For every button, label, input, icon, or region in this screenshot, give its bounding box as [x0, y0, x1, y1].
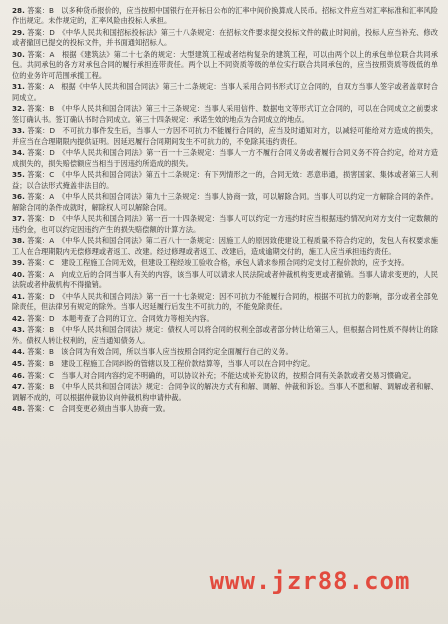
- answer-text: 答案：B 《中华人民共和国合同法》规定：债权人可以将合同的权利全部或者部分转让给第三人，但根据合同性质不得转让的除外。债权人转让权利的，应当通知债务人。: [12, 325, 438, 345]
- answer-entry: [12, 214, 438, 235]
- answer-number: 35.: [12, 170, 25, 180]
- answer-number: 43.: [12, 325, 25, 335]
- answer-text: 答案：D 不可抗力事件发生后，当事人一方因不可抗力不能履行合同的，应当及时通知对方，以减轻可能给对方造成的损失，并应当在合理期限内提供证明。因延迟履行合同期间发生不可抗力的，不免除其违约责任。: [12, 126, 438, 146]
- answer-text: 答案：D 《中华人民共和国合同法》第一百一十三条规定：当事人一方不履行合同义务或者履行合同义务不符合约定，给对方造成损失的，损失赔偿额应当相当于因违约所造成的损失。: [12, 148, 438, 168]
- answer-number: 41.: [12, 291, 25, 301]
- answer-text: 答案：C 《中华人民共和国合同法》第五十二条规定：有下列情形之一的，合同无效：恶意串通，损害国家、集体或者第三人利益；以合法形式掩盖非法目的。: [12, 170, 438, 190]
- answer-entry: [12, 347, 438, 357]
- answer-text: 答案：B 以多种货币报价的，应当按照中国银行在开标日公布的汇率中间价换算成人民币。招标文件应当对汇率标准和汇率风险作出规定。未作规定的，汇率风险由投标人承担。: [12, 6, 438, 26]
- answer-text: 答案：B 该合同为有效合同，所以当事人应当按照合同约定全面履行自己的义务。: [27, 347, 293, 357]
- answer-entry: [12, 314, 438, 324]
- answer-entry: [12, 371, 438, 381]
- answer-entry: [12, 292, 438, 313]
- answer-number: 34.: [12, 148, 25, 158]
- answer-text: 答案：A 根据《中华人民共和国合同法》第三十二条规定：当事人采用合同书形式订立合同的，自双方当事人签字或者盖章时合同成立。: [12, 82, 438, 102]
- answer-entry: [12, 236, 438, 257]
- answer-entry: [12, 170, 438, 191]
- answer-number: 33.: [12, 126, 25, 136]
- answer-number: 32.: [12, 104, 25, 114]
- answer-text: 答案：A 向成立后的合同当事人有关的内容，该当事人可以请求人民法院或者仲裁机构变更或者撤销。当事人请求变更的，人民法院或者仲裁机构不得撤销。: [12, 269, 438, 290]
- answer-text: 答案：B 《中华人民共和国合同法》第三十三条规定：当事人采用信件、数据电文等形式订立合同的，可以在合同成立之前要求签订确认书。签订确认书时合同成立。第三十四条规定：承诺生效的地点为合同成立的地点。: [12, 104, 438, 124]
- answer-number: 45.: [12, 359, 25, 369]
- answer-text: 答案：D 本题考查了合同的订立、合同效力等相关内容。: [27, 313, 214, 323]
- answer-number: 31.: [12, 82, 25, 92]
- answer-entry: [12, 6, 438, 27]
- answer-entry: [12, 382, 438, 403]
- answer-number: 36.: [12, 192, 25, 202]
- answer-entry: [12, 28, 438, 49]
- answer-text: 答案：D 《中华人民共和国招标投标法》第三十八条规定：在招标文件要求提交投标文件的截止时间前，投标人应当补充、修改或者撤回已提交的投标文件，并书面通知招标人。: [12, 27, 438, 48]
- answer-number: 28.: [12, 6, 25, 15]
- answer-number: 46.: [12, 370, 25, 380]
- answer-text: 答案：C 建设工程施工合同无效，但建设工程经竣工验收合格，承包人请求参照合同约定支付工程价款的，应予支持。: [27, 258, 409, 268]
- answer-number: 48.: [12, 404, 25, 414]
- answer-entry: [12, 126, 438, 147]
- answer-text: 答案：B 《中华人民共和国合同法》规定：合同争议的解决方式有和解、调解、仲裁和诉讼。当事人不愿和解、调解或者和解、调解不成的，可以根据仲裁协议向仲裁机构申请仲裁。: [12, 382, 438, 402]
- answer-entry: [12, 258, 438, 268]
- answer-number: 40.: [12, 269, 25, 279]
- answer-number: 42.: [12, 313, 25, 323]
- answer-entry: [12, 50, 438, 81]
- answer-text: 答案：D 《中华人民共和国合同法》第一百一十四条规定：当事人可以约定一方违约时应当根据违约情况向对方支付一定数额的违约金，也可以约定因违约产生的损失赔偿额的计算方法。: [12, 214, 438, 234]
- answer-entry: [12, 359, 438, 369]
- answer-entry: [12, 148, 438, 169]
- site-watermark: www.jzr88.com: [209, 567, 411, 595]
- answer-text: 答案：B 建设工程施工合同纠纷的管辖以及工程价款结算等，当事人可以在合同中约定。: [27, 359, 315, 369]
- answer-entry: [12, 82, 438, 103]
- answer-entry: [12, 325, 438, 346]
- answer-number: 38.: [12, 236, 25, 246]
- answer-list: [12, 6, 438, 415]
- answer-entry: [12, 104, 438, 125]
- answer-text: 答案：C 合同变更必须由当事人协商一致。: [27, 404, 170, 414]
- answer-number: 39.: [12, 258, 25, 268]
- answer-entry: [12, 404, 438, 414]
- answer-entry: [12, 192, 438, 213]
- answer-text: 答案：A 《中华人民共和国合同法》第九十三条规定：当事人协商一致，可以解除合同。当事人可以约定一方解除合同的条件。解除合同的条件成就时，解除权人可以解除合同。: [12, 192, 438, 212]
- answer-entry: [12, 270, 438, 291]
- answer-text: 答案：C 当事人对合同内容约定不明确的，可以协议补充；不能达成补充协议的，按照合同有关条款或者交易习惯确定。: [27, 370, 416, 380]
- answer-number: 30.: [12, 49, 25, 59]
- answer-text: 答案：A 《中华人民共和国合同法》第二百八十一条规定：因施工人的原因致使建设工程质量不符合约定的，发包人有权要求施工人在合理期限内无偿修理或者返工、改建。经过修理或者返工、改建后，造成逾期交付的，施工人应当承担违约责任。: [12, 236, 438, 256]
- answer-number: 37.: [12, 214, 25, 224]
- answer-number: 47.: [12, 382, 25, 392]
- answer-number: 44.: [12, 347, 25, 357]
- answer-text: 答案：D 《中华人民共和国合同法》第一百一十七条规定：因不可抗力不能履行合同的，根据不可抗力的影响，部分或者全部免除责任，但法律另有规定的除外。当事人迟延履行后发生不可抗力的，不能免除责任。: [12, 291, 438, 312]
- answer-number: 29.: [12, 27, 25, 37]
- answer-text: 答案：A 根据《建筑法》第二十七条的规定：大型建筑工程或者结构复杂的建筑工程，可以由两个以上的承包单位联合共同承包。共同承包的各方对承包合同的履行承担连带责任。两个以上不同资质等级的单位实行联合共同承包的，应当按照资质等级低的单位的业务许可范围承揽工程。: [12, 49, 438, 80]
